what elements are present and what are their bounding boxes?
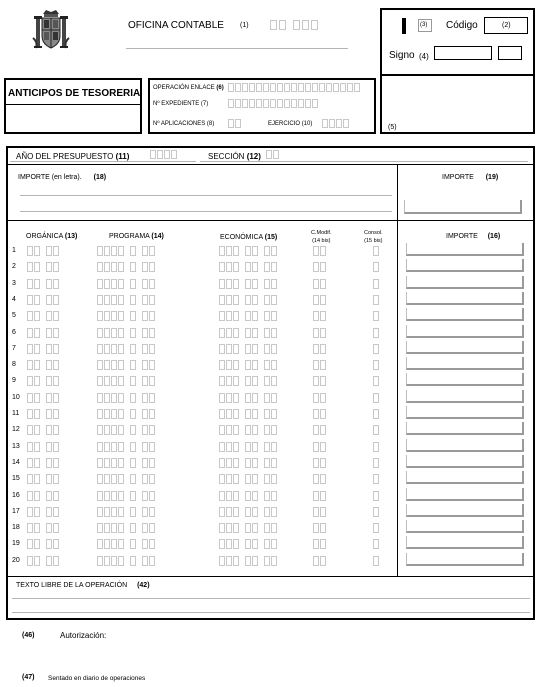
cmodif-cells[interactable]	[313, 491, 326, 501]
programa-cells[interactable]	[97, 507, 155, 517]
cmodif-cells[interactable]	[313, 507, 326, 517]
texto-libre-line-1[interactable]	[12, 598, 530, 599]
importe-16-header: IMPORTE (16)	[446, 233, 501, 240]
programa-cells[interactable]	[97, 344, 155, 354]
autorizacion-label: Autorización:	[60, 631, 107, 640]
autorizacion-number: (46)	[22, 632, 35, 639]
importe-19-field[interactable]	[404, 200, 522, 214]
importe-16-field[interactable]	[406, 308, 524, 321]
expediente-label: Nº EXPEDIENTE (7)	[153, 101, 209, 107]
programa-cells[interactable]	[97, 556, 155, 566]
importe-16-field[interactable]	[406, 455, 524, 468]
consol-cell[interactable]	[373, 311, 379, 321]
importe-16-field[interactable]	[406, 504, 524, 517]
row-number: 7	[12, 345, 16, 352]
organica-cells[interactable]	[27, 409, 59, 419]
cmodif-header	[311, 229, 331, 245]
importe-16-field[interactable]	[406, 341, 524, 354]
programa-cells[interactable]	[97, 539, 155, 549]
importe-16-field[interactable]	[406, 406, 524, 419]
organica-cells[interactable]	[27, 376, 59, 386]
programa-cells[interactable]	[97, 491, 155, 501]
cmodif-cells[interactable]	[313, 376, 326, 386]
row-number: 11	[12, 410, 20, 417]
consol-cell[interactable]	[373, 328, 379, 338]
row-number: 1	[12, 247, 16, 254]
title-divider	[6, 104, 140, 105]
importe-letra-line-1[interactable]	[20, 195, 392, 196]
cmodif-cells[interactable]	[313, 262, 326, 272]
row-number: 18	[12, 524, 20, 531]
seccion-cells[interactable]	[266, 150, 279, 159]
consol-cell[interactable]	[373, 458, 379, 468]
organica-cells[interactable]	[27, 279, 59, 289]
cmodif-cells[interactable]	[313, 474, 326, 484]
economica-cells[interactable]	[219, 344, 277, 354]
consol-cell[interactable]	[373, 507, 379, 517]
ejercicio-label: EJERCICIO (10)	[268, 121, 313, 127]
economica-cells[interactable]	[219, 458, 277, 468]
oficina-contable-underline	[126, 48, 348, 49]
programa-cells[interactable]	[97, 279, 155, 289]
organica-cells[interactable]	[27, 556, 59, 566]
sentado-label: Sentado en diario de operaciones	[48, 675, 146, 682]
cmodif-cells[interactable]	[313, 409, 326, 419]
row-number: 10	[12, 394, 20, 401]
importe-16-field[interactable]	[406, 243, 524, 256]
economica-cells[interactable]	[219, 393, 277, 403]
organica-cells[interactable]	[27, 474, 59, 484]
sentado-number: (47)	[22, 674, 35, 681]
row-number: 9	[12, 377, 16, 384]
title-box	[4, 78, 142, 134]
consol-cell[interactable]	[373, 360, 379, 370]
importe-block-divider	[397, 164, 398, 220]
oficina-contable-cells[interactable]	[270, 20, 318, 30]
programa-cells[interactable]	[97, 523, 155, 533]
seccion-label: SECCIÓN (12)	[208, 152, 261, 161]
texto-libre-line-2[interactable]	[12, 612, 530, 613]
cmodif-cells[interactable]	[313, 279, 326, 289]
row-number: 13	[12, 443, 20, 450]
importe-16-field[interactable]	[406, 357, 524, 370]
programa-cells[interactable]	[97, 360, 155, 370]
economica-cells[interactable]	[219, 295, 277, 305]
organica-cells[interactable]	[27, 491, 59, 501]
economica-cells[interactable]	[219, 328, 277, 338]
table-importe-divider	[397, 220, 398, 576]
programa-cells[interactable]	[97, 393, 155, 403]
importe-16-field[interactable]	[406, 553, 524, 566]
programa-cells[interactable]	[97, 246, 155, 256]
cmodif-cells[interactable]	[313, 246, 326, 256]
signo-number: (4)	[419, 52, 429, 61]
programa-header: PROGRAMA (14)	[109, 233, 164, 240]
row-number: 17	[12, 508, 20, 515]
importe-16-field[interactable]	[406, 390, 524, 403]
organica-cells[interactable]	[27, 328, 59, 338]
importe-16-field[interactable]	[406, 471, 524, 484]
importe-block-bottom	[8, 220, 533, 221]
cmodif-cells[interactable]	[313, 393, 326, 403]
consol-cell[interactable]	[373, 474, 379, 484]
consol-cell[interactable]	[373, 393, 379, 403]
programa-cells[interactable]	[97, 409, 155, 419]
programa-cells[interactable]	[97, 262, 155, 272]
consol-cell[interactable]	[373, 295, 379, 305]
seccion-underline	[200, 161, 528, 162]
consol-label: Consol.	[364, 230, 383, 236]
importe-16-field[interactable]	[406, 276, 524, 289]
signo-field-2[interactable]	[498, 46, 522, 60]
row-number: 3	[12, 280, 16, 287]
cmodif-cells[interactable]	[313, 311, 326, 321]
economica-cells[interactable]	[219, 279, 277, 289]
consol-cell[interactable]	[373, 246, 379, 256]
economica-header: ECONÓMICA (15)	[220, 234, 278, 241]
economica-cells[interactable]	[219, 556, 277, 566]
importe-letra-line-2[interactable]	[20, 211, 392, 212]
consol-cell[interactable]	[373, 376, 379, 386]
cmodif-cells[interactable]	[313, 539, 326, 549]
cmodif-label: C.Modif.	[311, 230, 332, 236]
cmodif-cells[interactable]	[313, 328, 326, 338]
oficina-contable-number: (1)	[240, 22, 249, 29]
row-number: 8	[12, 361, 16, 368]
organica-cells[interactable]	[27, 442, 59, 452]
consol-cell[interactable]	[373, 539, 379, 549]
row-number: 4	[12, 296, 16, 303]
row-number: 6	[12, 329, 16, 336]
consol-cell[interactable]	[373, 344, 379, 354]
organica-cells[interactable]	[27, 311, 59, 321]
economica-cells[interactable]	[219, 474, 277, 484]
economica-cells[interactable]	[219, 523, 277, 533]
economica-cells[interactable]	[219, 311, 277, 321]
organica-header: ORGÁNICA (13)	[26, 233, 78, 240]
importe-16-field[interactable]	[406, 520, 524, 533]
economica-cells[interactable]	[219, 409, 277, 419]
programa-cells[interactable]	[97, 425, 155, 435]
codigo-small-number: (3)	[420, 22, 428, 28]
importe-16-field[interactable]	[406, 259, 524, 272]
ano-underline	[10, 161, 196, 162]
organica-cells[interactable]	[27, 393, 59, 403]
signo-label: Signo	[389, 50, 415, 61]
consol-cell[interactable]	[373, 523, 379, 533]
expediente-cells[interactable]	[228, 99, 318, 108]
programa-cells[interactable]	[97, 458, 155, 468]
presupuesto-divider	[8, 164, 533, 165]
consol-header	[364, 229, 383, 245]
cmodif-cells[interactable]	[313, 295, 326, 305]
programa-cells[interactable]	[97, 474, 155, 484]
row-number: 20	[12, 557, 20, 564]
consol-cell[interactable]	[373, 409, 379, 419]
economica-cells[interactable]	[219, 425, 277, 435]
programa-cells[interactable]	[97, 295, 155, 305]
programa-cells[interactable]	[97, 376, 155, 386]
programa-cells[interactable]	[97, 311, 155, 321]
importe-16-field[interactable]	[406, 373, 524, 386]
importe-letra-label: IMPORTE (en letra). (18)	[18, 174, 107, 181]
importe-16-field[interactable]	[406, 292, 524, 305]
oficina-contable-label: OFICINA CONTABLE	[128, 20, 224, 31]
cmodif-cells[interactable]	[313, 425, 326, 435]
cmodif-cells[interactable]	[313, 344, 326, 354]
economica-cells[interactable]	[219, 360, 277, 370]
box-5-number: (5)	[388, 124, 397, 131]
programa-cells[interactable]	[97, 442, 155, 452]
aplicaciones-label: Nº APLICACIONES (8)	[153, 121, 215, 127]
row-number: 12	[12, 426, 20, 433]
codigo-marker	[402, 18, 406, 34]
organica-cells[interactable]	[27, 425, 59, 435]
organica-cells[interactable]	[27, 246, 59, 256]
importe-16-field[interactable]	[406, 536, 524, 549]
consol-cell[interactable]	[373, 425, 379, 435]
signo-field-1[interactable]	[434, 46, 492, 60]
economica-cells[interactable]	[219, 376, 277, 386]
row-number: 19	[12, 540, 20, 547]
organica-cells[interactable]	[27, 262, 59, 272]
texto-libre-top	[8, 576, 533, 577]
aplicaciones-cells[interactable]	[228, 119, 241, 128]
operacion-enlace-cells[interactable]	[228, 83, 360, 92]
cmodif-cells[interactable]	[313, 442, 326, 452]
consol-number: (15 bis)	[364, 238, 383, 244]
organica-cells[interactable]	[27, 539, 59, 549]
economica-cells[interactable]	[219, 262, 277, 272]
consol-cell[interactable]	[373, 279, 379, 289]
coat-of-arms-logo	[30, 8, 72, 54]
economica-cells[interactable]	[219, 442, 277, 452]
economica-cells[interactable]	[219, 246, 277, 256]
cmodif-number: (14 bis)	[312, 238, 331, 244]
importe-16-field[interactable]	[406, 439, 524, 452]
cmodif-cells[interactable]	[313, 556, 326, 566]
row-number: 5	[12, 312, 16, 319]
importe-19-label: IMPORTE (19)	[442, 174, 499, 181]
economica-cells[interactable]	[219, 507, 277, 517]
texto-libre-label: TEXTO LIBRE DE LA OPERACIÓN (42)	[16, 582, 150, 589]
economica-cells[interactable]	[219, 491, 277, 501]
organica-cells[interactable]	[27, 360, 59, 370]
operacion-enlace-label: OPERACIÓN ENLACE (6)	[153, 85, 224, 91]
organica-cells[interactable]	[27, 458, 59, 468]
codigo-field-number: (2)	[502, 22, 511, 29]
economica-cells[interactable]	[219, 539, 277, 549]
organica-cells[interactable]	[27, 523, 59, 533]
consol-cell[interactable]	[373, 442, 379, 452]
row-number: 15	[12, 475, 20, 482]
consol-cell[interactable]	[373, 491, 379, 501]
organica-cells[interactable]	[27, 507, 59, 517]
codigo-label: Código	[446, 20, 478, 31]
cmodif-cells[interactable]	[313, 458, 326, 468]
consol-cell[interactable]	[373, 556, 379, 566]
organica-cells[interactable]	[27, 295, 59, 305]
importe-16-field[interactable]	[406, 325, 524, 338]
cmodif-cells[interactable]	[313, 523, 326, 533]
ano-presupuesto-cells[interactable]	[150, 150, 177, 159]
ano-presupuesto-label: AÑO DEL PRESUPUESTO (11)	[16, 152, 130, 161]
consol-cell[interactable]	[373, 262, 379, 272]
ejercicio-cells[interactable]	[322, 119, 349, 128]
programa-cells[interactable]	[97, 328, 155, 338]
row-number: 2	[12, 263, 16, 270]
organica-cells[interactable]	[27, 344, 59, 354]
cmodif-cells[interactable]	[313, 360, 326, 370]
row-number: 14	[12, 459, 20, 466]
importe-16-field[interactable]	[406, 422, 524, 435]
importe-16-field[interactable]	[406, 488, 524, 501]
form-title: ANTICIPOS DE TESORERIA	[8, 88, 141, 99]
signo-divider	[382, 74, 533, 76]
row-number: 16	[12, 492, 20, 499]
